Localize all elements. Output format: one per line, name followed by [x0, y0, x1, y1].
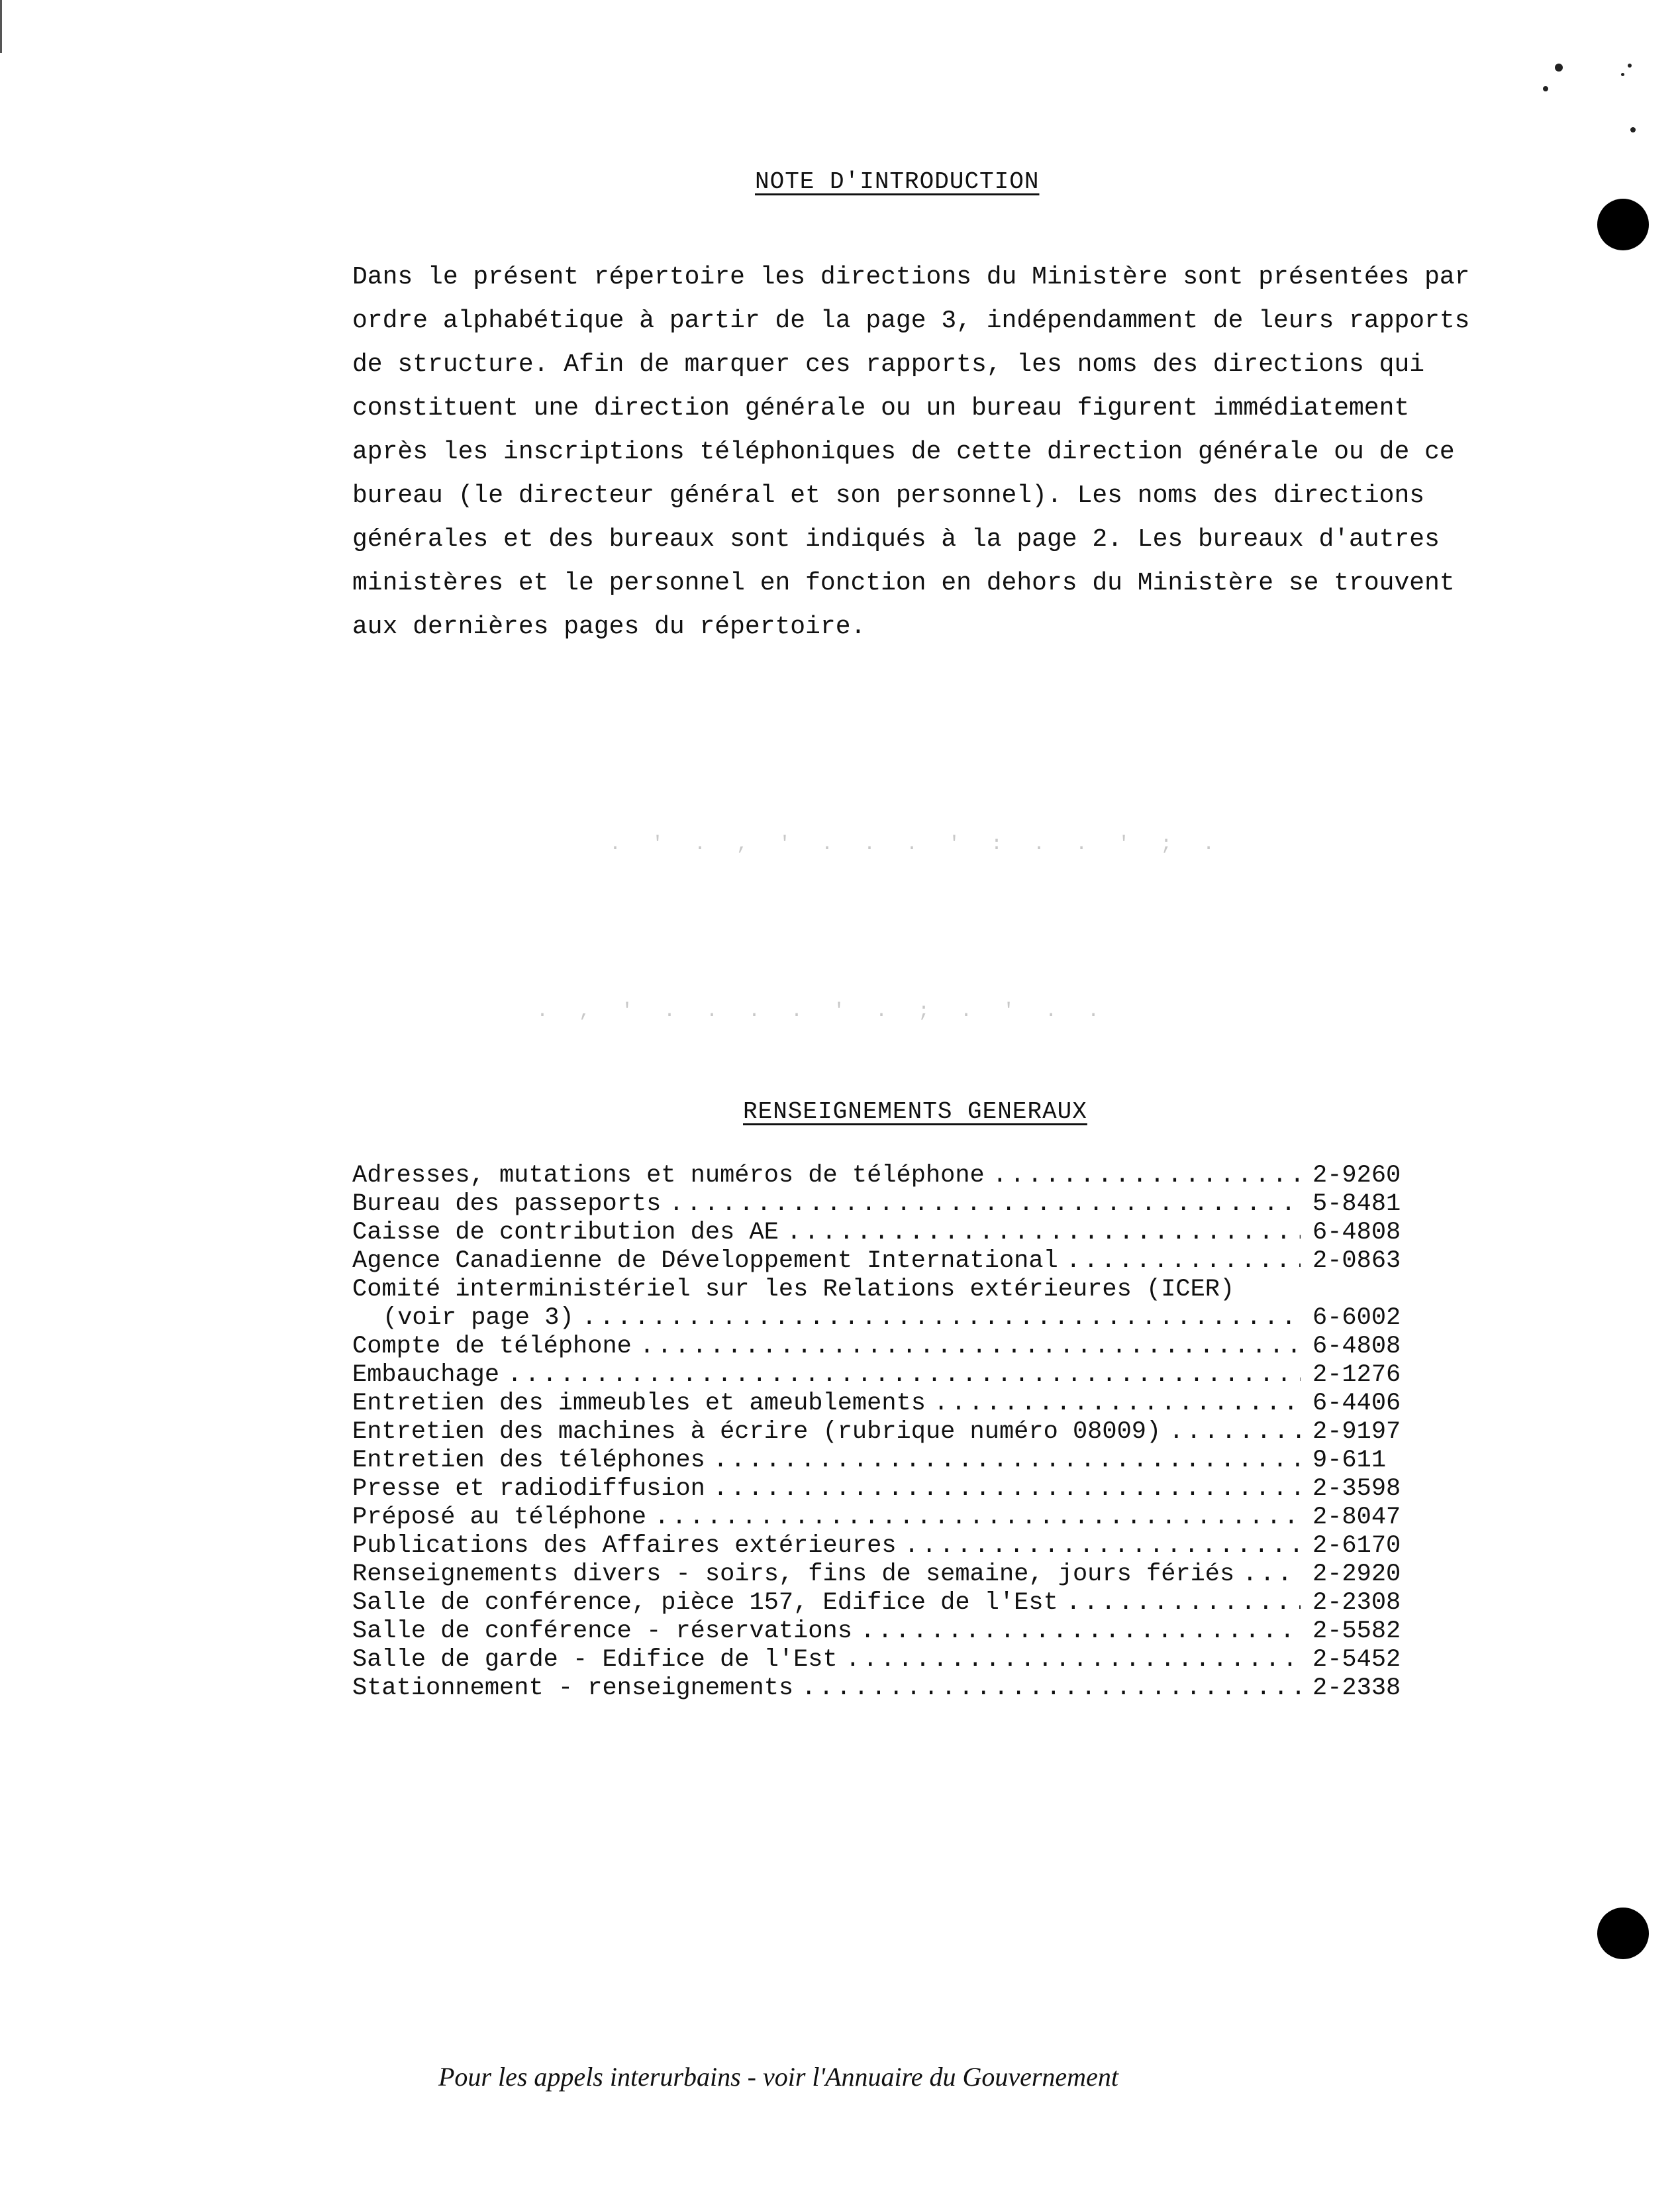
intro-paragraph: [352, 256, 1470, 649]
left-edge-mark: [0, 0, 2, 53]
directory-entry: [352, 1560, 1412, 1589]
entry-label: Comité interministériel sur les Relations extérieures (ICER): [352, 1276, 1235, 1303]
directory-entry: [352, 1646, 1412, 1674]
entry-phone-number: 2-2338: [1312, 1674, 1401, 1702]
dot-leader: [801, 1674, 1301, 1703]
directory-entry: [352, 1162, 1412, 1190]
scan-speck: [1630, 127, 1636, 132]
directory-entry: [352, 1418, 1412, 1447]
dot-leader: [1066, 1247, 1301, 1276]
entry-label: Publications des Affaires extérieures: [352, 1532, 897, 1560]
bleed-through-text: . , ' . . . . ' . ; . ' . .: [536, 1000, 1109, 1023]
entry-phone-number: 2-9260: [1312, 1162, 1401, 1190]
dot-leader: [713, 1475, 1301, 1504]
dot-leader: [640, 1333, 1301, 1361]
entry-label: Préposé au téléphone: [352, 1504, 647, 1531]
entry-label: Salle de conférence - réservations: [352, 1617, 852, 1645]
intro-line: constituent une direction générale ou un bureau figurent immédiatement: [352, 394, 1410, 423]
dot-leader: [1169, 1418, 1301, 1447]
entry-continuation-label: (voir page 3): [383, 1304, 574, 1332]
entry-phone-number: 2-3598: [1312, 1475, 1401, 1503]
entry-phone-number: 2-8047: [1312, 1504, 1401, 1531]
entry-phone-number: 2-5452: [1312, 1646, 1401, 1674]
entry-label: Salle de garde - Edifice de l'Est: [352, 1646, 838, 1674]
directory-entry: [352, 1617, 1412, 1646]
dot-leader: [1242, 1560, 1301, 1589]
dot-leader: [654, 1504, 1301, 1532]
directory-entry: [352, 1361, 1412, 1390]
scan-speck: [1543, 86, 1548, 91]
entry-label: Entretien des téléphones: [352, 1447, 705, 1474]
entry-phone-number: 2-2920: [1312, 1560, 1401, 1588]
dot-leader: [860, 1617, 1301, 1646]
entry-phone-number: 2-9197: [1312, 1418, 1401, 1446]
dot-leader: [846, 1646, 1301, 1674]
directory-entry: [352, 1532, 1412, 1560]
entry-phone-number: 2-5582: [1312, 1617, 1401, 1645]
dot-leader: [507, 1361, 1301, 1390]
phone-directory-list: [352, 1162, 1412, 1703]
directory-entry: [352, 1333, 1412, 1361]
dot-leader: [1066, 1589, 1301, 1617]
entry-label: Entretien des immeubles et ameublements: [352, 1390, 926, 1417]
entry-phone-number: 2-1276: [1312, 1361, 1401, 1389]
intro-line: aux dernières pages du répertoire.: [352, 613, 866, 641]
dot-leader: [582, 1304, 1301, 1333]
intro-line: de structure. Afin de marquer ces rapports, les noms des directions qui: [352, 350, 1425, 379]
punch-hole-bottom: [1597, 1908, 1649, 1959]
entry-phone-number: 2-0863: [1312, 1247, 1401, 1275]
directory-entry: [352, 1504, 1412, 1532]
entry-label: Compte de téléphone: [352, 1333, 632, 1360]
entry-label: Agence Canadienne de Développement International: [352, 1247, 1058, 1275]
intro-line: bureau (le directeur général et son personnel). Les noms des directions: [352, 482, 1425, 510]
entry-phone-number: 6-6002: [1312, 1304, 1401, 1332]
intro-line: après les inscriptions téléphoniques de cette direction générale ou de ce: [352, 438, 1455, 466]
bleed-through-text: . ' . , ' . . . ' : . . ' ; .: [609, 833, 1224, 856]
dot-leader: [993, 1162, 1301, 1190]
entry-label: Entretien des machines à écrire (rubrique numéro 08009): [352, 1418, 1161, 1446]
scan-speck: [1628, 64, 1632, 68]
directory-entry: [352, 1276, 1412, 1304]
dot-leader: [713, 1447, 1301, 1475]
scan-speck: [1621, 73, 1624, 76]
intro-heading: NOTE D'INTRODUCTION: [755, 168, 1040, 195]
punch-hole-top: [1597, 199, 1649, 250]
directory-entry: [352, 1190, 1412, 1219]
intro-line: générales et des bureaux sont indiqués à la page 2. Les bureaux d'autres: [352, 525, 1440, 554]
entry-label: Salle de conférence, pièce 157, Edifice de l'Est: [352, 1589, 1058, 1617]
dot-leader: [787, 1219, 1301, 1247]
dot-leader: [905, 1532, 1301, 1560]
entry-label: Bureau des passeports: [352, 1190, 662, 1218]
directory-entry: [352, 1475, 1412, 1504]
directory-entry: [352, 1447, 1412, 1475]
directory-entry: [352, 1674, 1412, 1703]
dot-leader: [934, 1390, 1301, 1418]
general-info-heading: RENSEIGNEMENTS GENERAUX: [743, 1098, 1087, 1125]
footer-note: Pour les appels interurbains - voir l'Annuaire du Gouvernement: [438, 2062, 1118, 2092]
entry-phone-number: 6-4808: [1312, 1333, 1401, 1360]
directory-entry: [352, 1247, 1412, 1276]
intro-line: ministères et le personnel en fonction en dehors du Ministère se trouvent: [352, 569, 1455, 597]
entry-label: Stationnement - renseignements: [352, 1674, 794, 1702]
entry-label: Adresses, mutations et numéros de téléphone: [352, 1162, 985, 1190]
directory-entry: [352, 1219, 1412, 1247]
entry-phone-number: 9-611: [1312, 1447, 1387, 1474]
dot-leader: [669, 1190, 1301, 1219]
entry-phone-number: 2-2308: [1312, 1589, 1401, 1617]
entry-phone-number: 6-4406: [1312, 1390, 1401, 1417]
entry-label: Presse et radiodiffusion: [352, 1475, 705, 1503]
directory-entry-continuation: [352, 1304, 1412, 1333]
scan-speck: [1555, 64, 1563, 72]
entry-label: Renseignements divers - soirs, fins de semaine, jours fériés: [352, 1560, 1235, 1588]
directory-entry: [352, 1589, 1412, 1617]
directory-entry: [352, 1390, 1412, 1418]
entry-phone-number: 6-4808: [1312, 1219, 1401, 1247]
intro-line: ordre alphabétique à partir de la page 3, indépendamment de leurs rapports: [352, 307, 1470, 335]
intro-line: Dans le présent répertoire les directions du Ministère sont présentées par: [352, 263, 1470, 291]
entry-label: Embauchage: [352, 1361, 500, 1389]
entry-phone-number: 2-6170: [1312, 1532, 1401, 1560]
entry-label: Caisse de contribution des AE: [352, 1219, 779, 1247]
entry-phone-number: 5-8481: [1312, 1190, 1401, 1218]
